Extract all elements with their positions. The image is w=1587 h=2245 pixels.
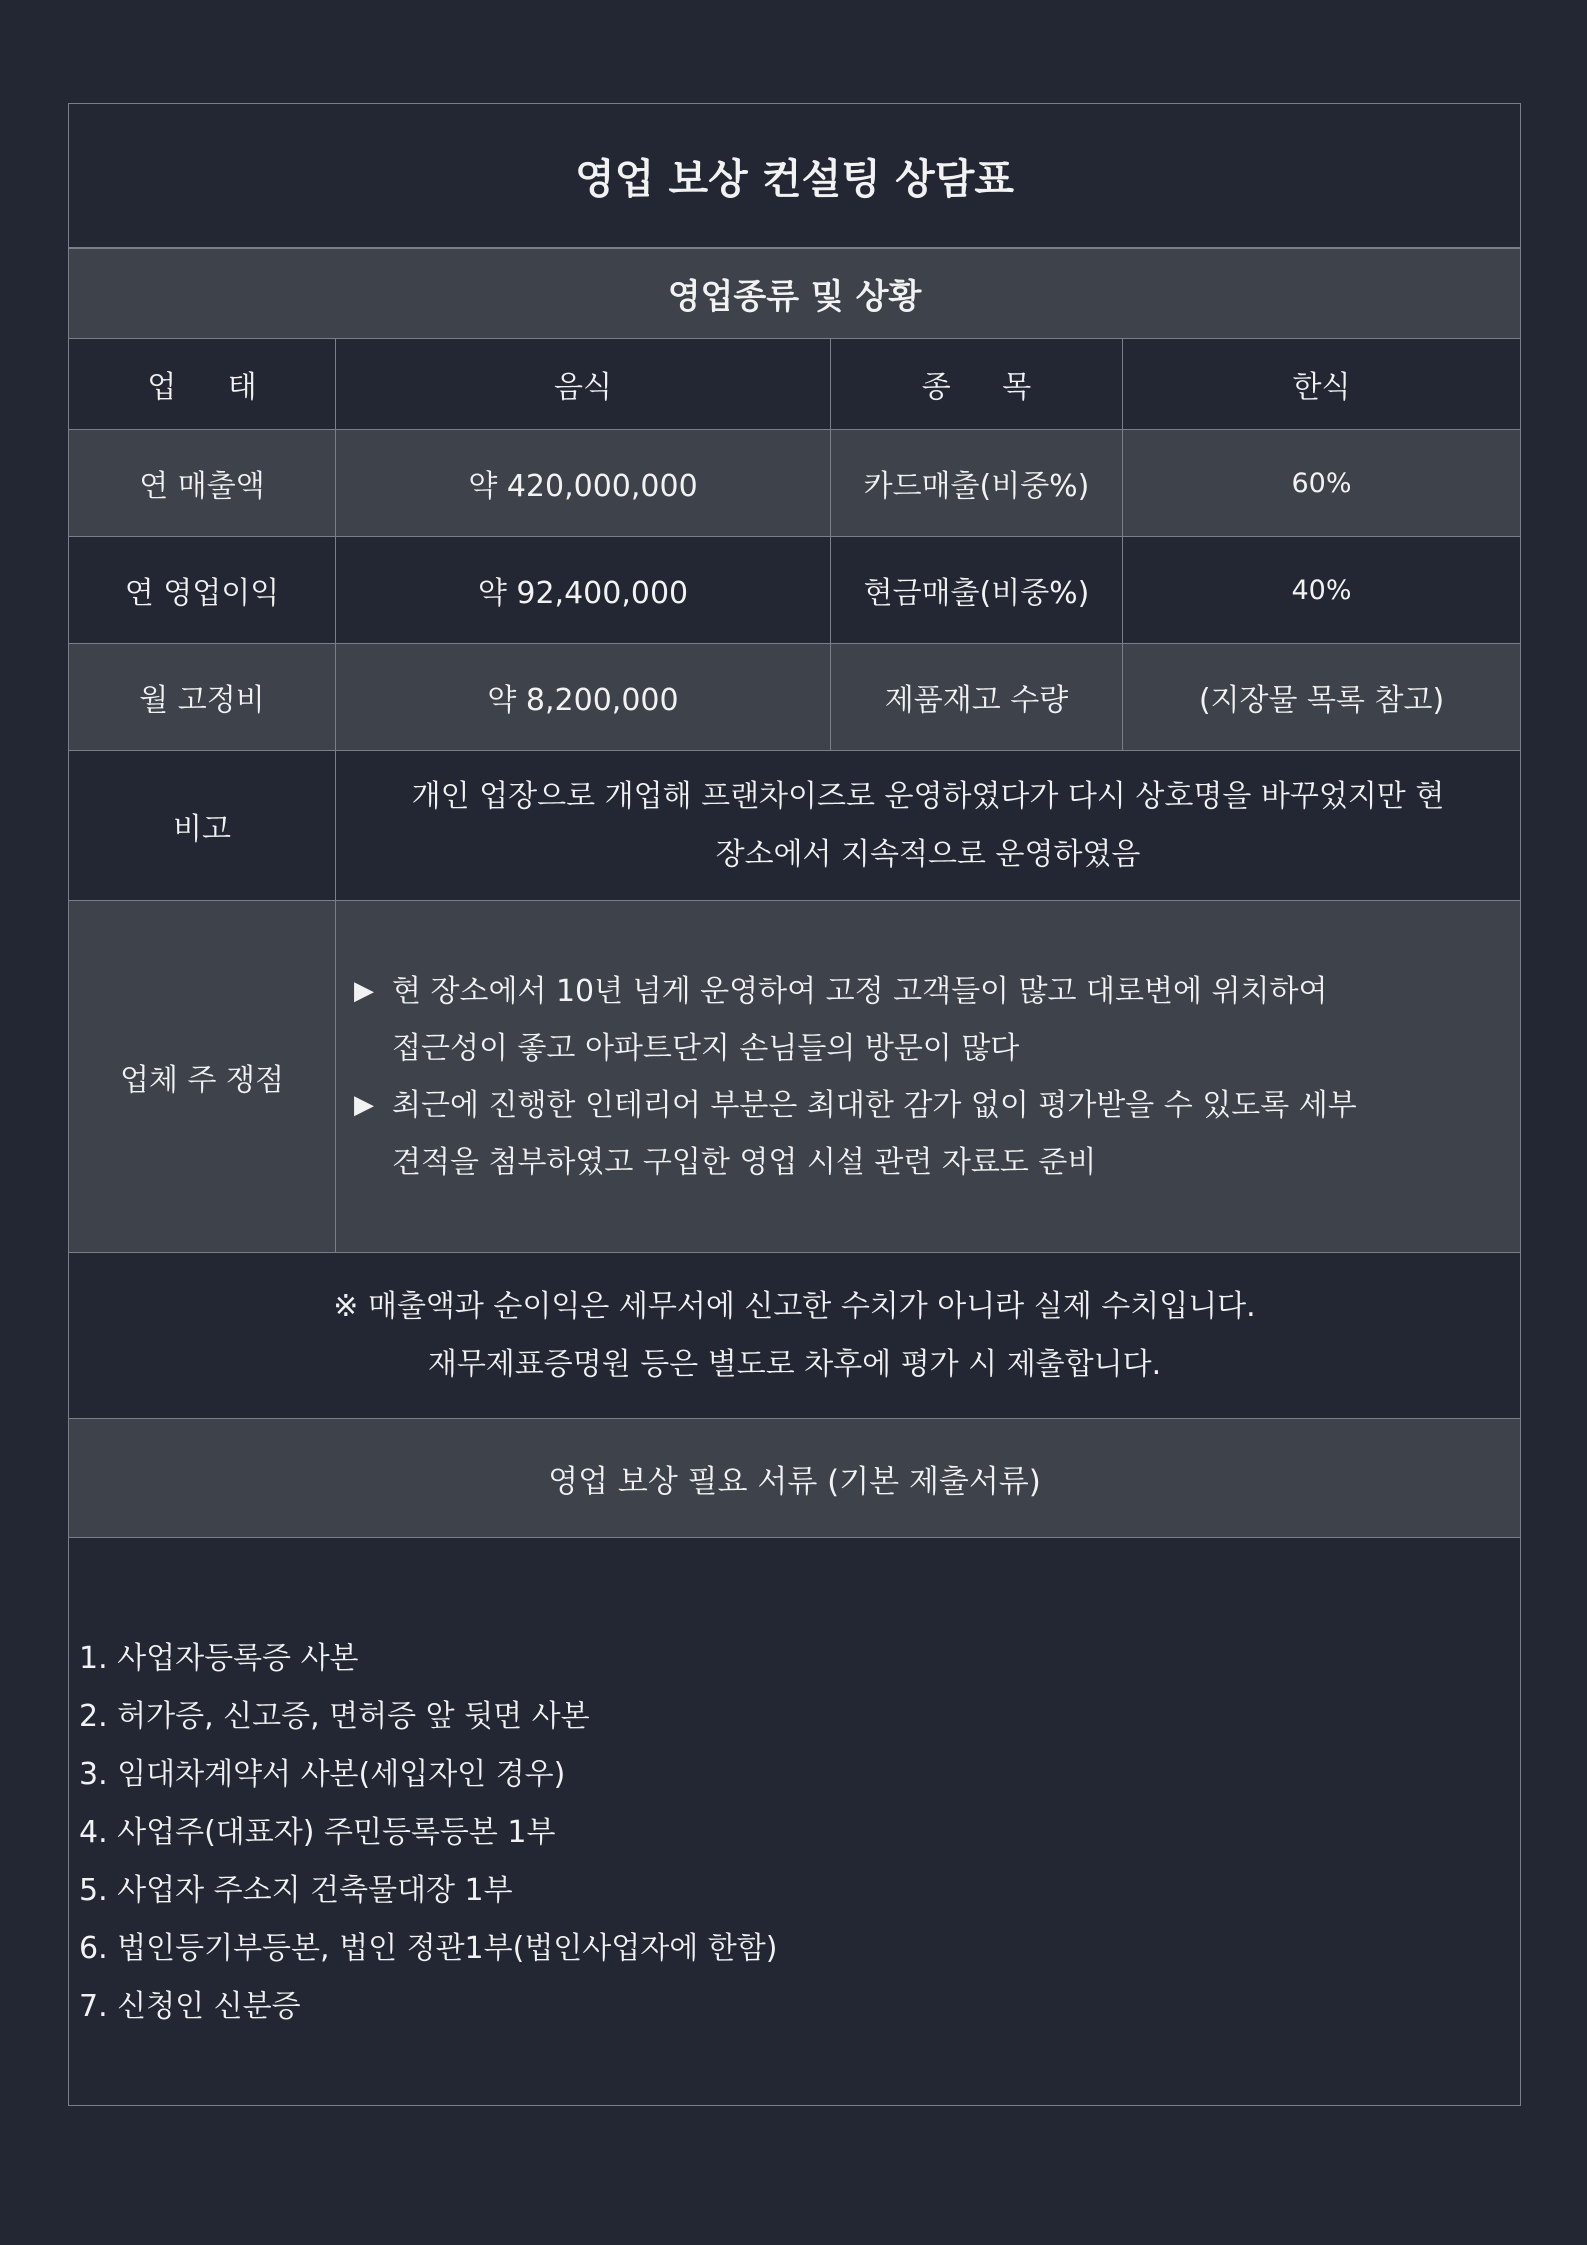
row-sub-value: (지장물 목록 참고) xyxy=(1198,683,1445,718)
row-sub-value: 60% xyxy=(1291,467,1352,499)
strength-line: 견적을 첨부하였고 구입한 영업 시설 관련 자료도 준비 xyxy=(392,1144,1097,1180)
triangle-right-icon: ▶ xyxy=(354,1089,374,1120)
triangle-right-icon: ▶ xyxy=(354,975,374,1006)
consulting-sheet xyxy=(68,103,1521,2106)
business-item-value: 한식 xyxy=(1292,370,1351,405)
section-title: 영업종류 및 상황 xyxy=(69,249,1520,339)
row-sub-label: 카드매출(비중%) xyxy=(831,430,1123,536)
business-type-value: 음식 xyxy=(336,339,831,429)
list-item: 7. 신청인 신분증 xyxy=(79,1989,301,2024)
strengths-row xyxy=(69,901,1520,1253)
table-row xyxy=(69,537,1520,644)
remarks-label: 비고 xyxy=(69,751,336,900)
strength-item xyxy=(354,963,1327,1077)
notice xyxy=(69,1253,1520,1419)
remarks-line: 개인 업장으로 개업해 프랜차이즈로 운영하였다가 다시 상호명을 바꾸었지만 현 xyxy=(411,778,1445,814)
strengths-label: 업체 주 쟁점 xyxy=(69,901,336,1252)
list-item: 3. 임대차계약서 사본(세입자인 경우) xyxy=(79,1757,566,1792)
row-sub-label: 제품재고 수량 xyxy=(831,644,1123,750)
row-label: 연 매출액 xyxy=(69,430,336,536)
business-type-row xyxy=(69,339,1520,430)
page-title: 영업 보상 컨설팅 상담표 xyxy=(69,104,1520,249)
business-item-label: 종 목 xyxy=(831,339,1123,429)
business-type-label: 업 태 xyxy=(69,339,336,429)
documents-list xyxy=(69,1538,1520,2036)
strength-line: 접근성이 좋고 아파트단지 손님들의 방문이 많다 xyxy=(392,1030,1020,1066)
strength-line: 최근에 진행한 인테리어 부분은 최대한 감가 없이 평가받을 수 있도록 세부 xyxy=(392,1087,1357,1123)
list-item: 2. 허가증, 신고증, 면허증 앞 뒷면 사본 xyxy=(79,1699,590,1734)
strength-line: 현 장소에서 10년 넘게 운영하여 고정 고객들이 많고 대로변에 위치하여 xyxy=(392,973,1328,1009)
remarks-text xyxy=(336,751,1520,900)
remarks-row xyxy=(69,751,1520,901)
remarks-line: 장소에서 지속적으로 운영하였음 xyxy=(715,836,1141,872)
list-item: 5. 사업자 주소지 건축물대장 1부 xyxy=(79,1873,513,1908)
row-value: 약 8,200,000 xyxy=(336,644,831,750)
table-row xyxy=(69,644,1520,751)
row-label: 연 영업이익 xyxy=(69,537,336,643)
row-label: 월 고정비 xyxy=(69,644,336,750)
table-row xyxy=(69,430,1520,537)
strength-item xyxy=(354,1077,1357,1191)
list-item: 6. 법인등기부등본, 법인 정관1부(법인사업자에 한함) xyxy=(79,1931,778,1966)
row-value: 약 420,000,000 xyxy=(336,430,831,536)
strengths-list xyxy=(336,901,1520,1252)
row-sub-label: 현금매출(비중%) xyxy=(831,537,1123,643)
list-item: 4. 사업주(대표자) 주민등록등본 1부 xyxy=(79,1815,556,1850)
documents-title: 영업 보상 필요 서류 (기본 제출서류) xyxy=(69,1419,1520,1538)
notice-line: 재무제표증명원 등은 별도로 차후에 평가 시 제출합니다. xyxy=(427,1346,1162,1382)
list-item: 1. 사업자등록증 사본 xyxy=(79,1641,359,1676)
row-value: 약 92,400,000 xyxy=(336,537,831,643)
row-sub-value: 40% xyxy=(1291,574,1352,606)
notice-line: ※ 매출액과 순이익은 세무서에 신고한 수치가 아니라 실제 수치입니다. xyxy=(333,1288,1256,1324)
